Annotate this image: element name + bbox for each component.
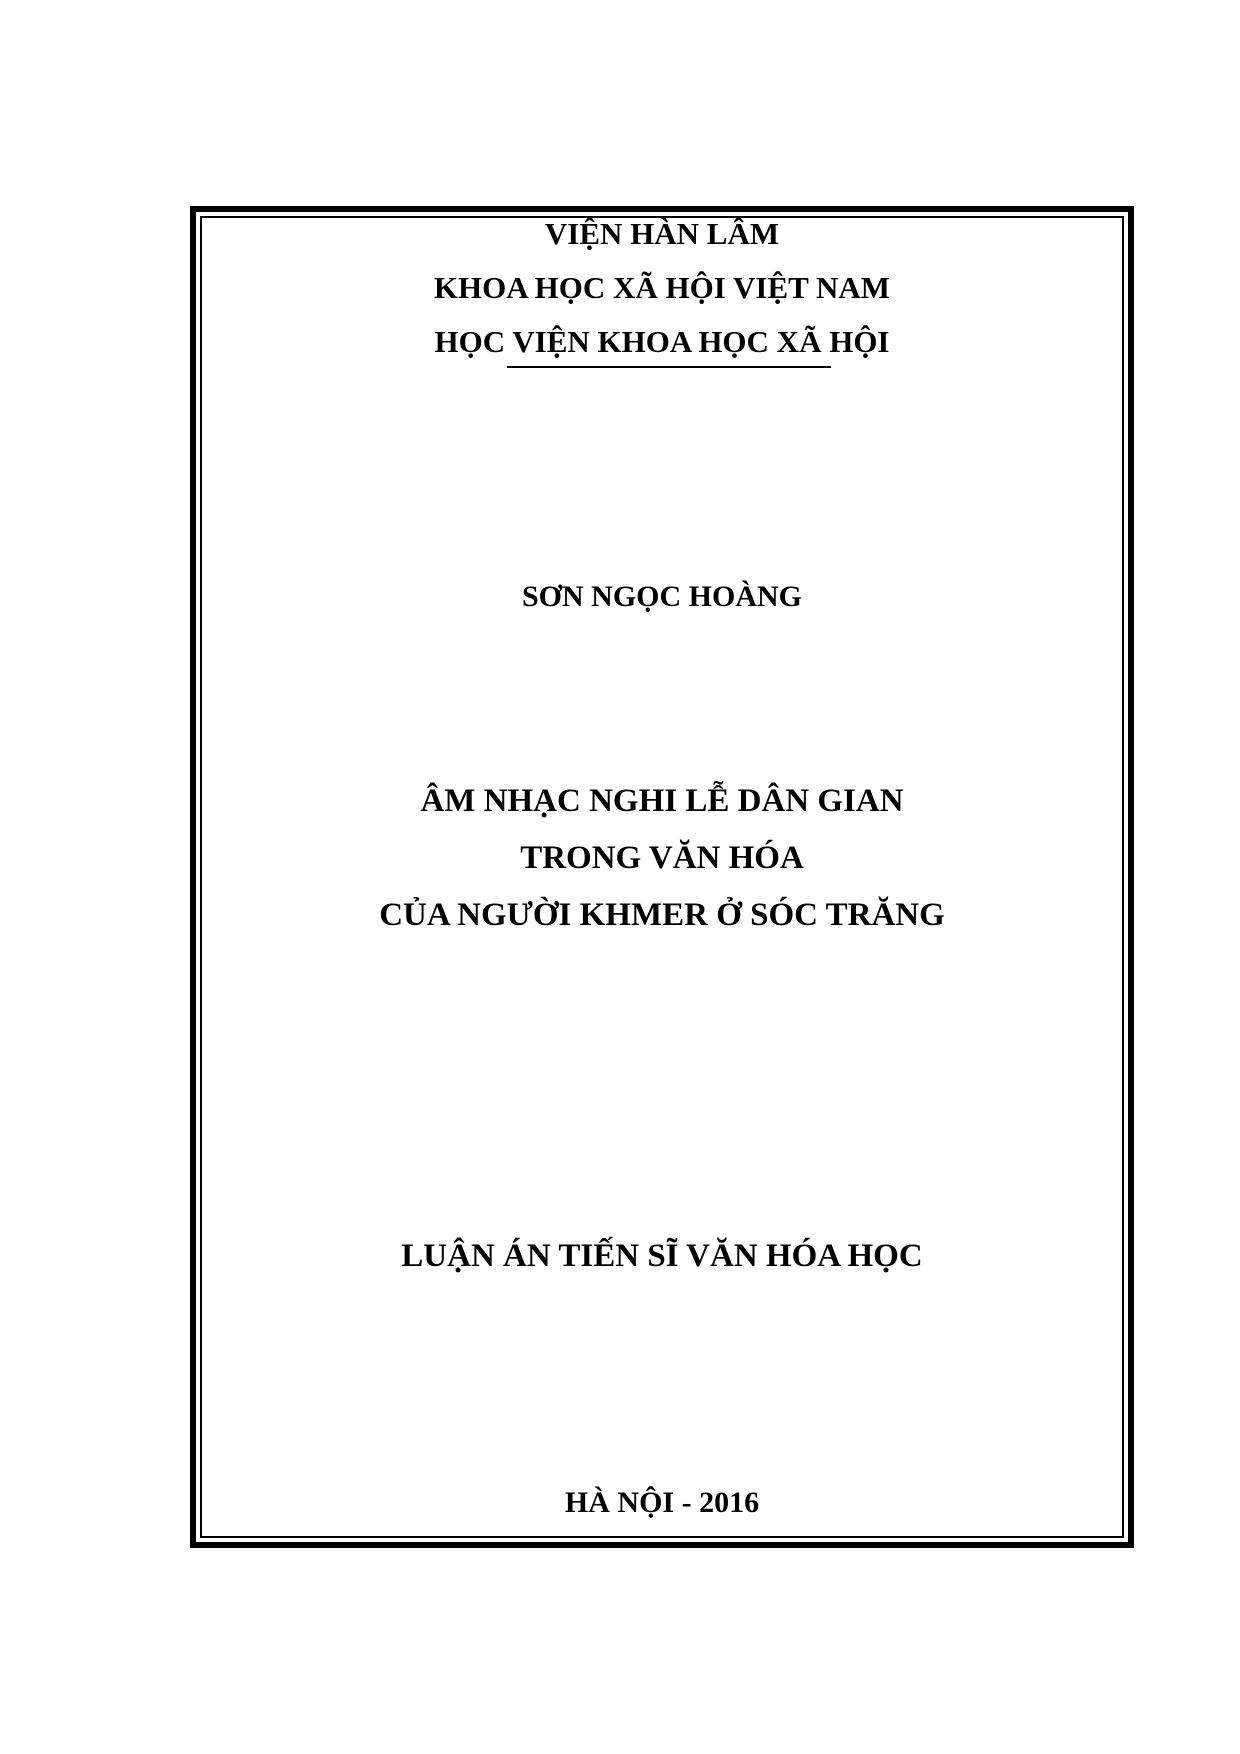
author-name: SƠN NGỌC HOÀNG [521,580,803,613]
thesis-title-line-1: ÂM NHẠC NGHI LỄ DÂN GIAN [420,783,904,819]
degree-label: LUẬN ÁN TIẾN SĨ VĂN HÓA HỌC [401,1238,923,1274]
place-and-year: HÀ NỘI - 2016 [564,1486,760,1519]
thesis-title-line-2: TRONG VĂN HÓA [520,840,804,876]
institution-line-2: KHOA HỌC XÃ HỘI VIỆT NAM [433,270,891,305]
inner-border-frame [200,216,1124,1538]
institution-line-3: HỌC VIỆN KHOA HỌC XÃ HỘI [434,324,890,359]
header-underline [507,366,831,368]
thesis-title-line-3: CỦA NGƯỜI KHMER Ở SÓC TRĂNG [379,897,945,933]
institution-line-1: VIỆN HÀN LÂM [544,216,780,251]
